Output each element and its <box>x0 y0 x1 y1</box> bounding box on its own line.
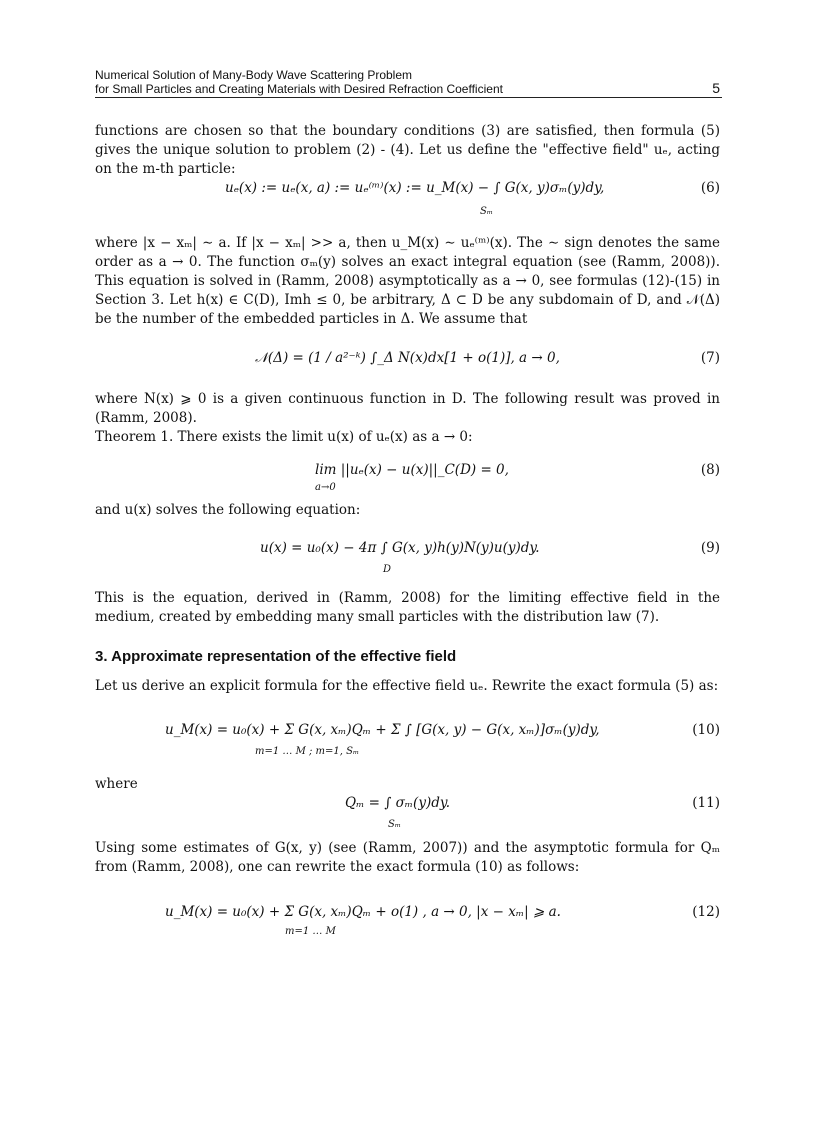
equation-8-limits: a→0 <box>315 482 336 493</box>
paragraph-estimates: Using some estimates of G(x, y) (see (Ramm, 2007)) and the asymptotic formula for Qₘ from (Ramm, 2008), one can rewrite the exact formula (10) as follows: <box>95 840 720 875</box>
equation-7 <box>95 350 720 374</box>
paragraph-limit-equation: This is the equation, derived in (Ramm, 2008) for the limiting effective field in the medium, created by embedding many small particles with the distribution law (7). <box>95 590 720 625</box>
section-heading: 3. Approximate representation of the effective field <box>95 648 457 665</box>
running-header <box>95 68 722 96</box>
equation-6-expr: uₑ(x) := uₑ(x, a) := uₑ⁽ᵐ⁾(x) := u_M(x) − ∫ G(x, y)σₘ(y)dy, <box>225 180 605 196</box>
equation-11-expr: Qₘ = ∫ σₘ(y)dy. <box>345 795 450 811</box>
paragraph-definitions: where |x − xₘ| ∼ a. If |x − xₘ| >> a, then u_M(x) ∼ uₑ⁽ᵐ⁾(x). The ∼ sign denotes the same order as a → 0. The function σₘ(y) solves an exact integral equation (see (Ramm, 2008)). This equation is solved in (Ramm, 2008) asymptotically as a → 0, see formulas (12)-(15) in Section 3. Let h(x) ∈ C(D), Imh ≤ 0, be arbitrary, Δ ⊂ D be any subdomain of D, and 𝒩(Δ) be the number of the embedded particles in Δ. We assume that <box>95 235 720 327</box>
equation-12-expr: u_M(x) = u₀(x) + Σ G(x, xₘ)Qₘ + o(1) , a → 0, |x − xₘ| ⩾ a. <box>165 904 561 920</box>
equation-12-number: (12) <box>692 904 720 920</box>
page-number: 5 <box>712 80 720 96</box>
equation-7-number: (7) <box>700 350 720 366</box>
equation-6-limits: Sₘ <box>480 206 493 217</box>
theorem-1: Theorem 1. There exists the limit u(x) of uₑ(x) as a → 0: <box>95 429 473 445</box>
equation-9 <box>95 540 720 575</box>
paragraph-solves: and u(x) solves the following equation: <box>95 502 361 518</box>
equation-9-limits: D <box>383 564 392 575</box>
equation-9-number: (9) <box>700 540 720 556</box>
equation-9-expr: u(x) = u₀(x) − 4π ∫ G(x, y)h(y)N(y)u(y)dy. <box>260 540 540 556</box>
paragraph-derive: Let us derive an explicit formula for the effective field uₑ. Rewrite the exact formula (5) as: <box>95 678 719 694</box>
equation-6 <box>95 180 720 217</box>
header-rule <box>95 97 722 98</box>
paragraph-density: where N(x) ⩾ 0 is a given continuous function in D. The following result was proved in (Ramm, 2008). <box>95 391 720 426</box>
equation-10 <box>95 722 720 757</box>
equation-7-expr: 𝒩(Δ) = (1 / a²⁻ᵏ) ∫_Δ N(x)dx[1 + o(1)], a → 0, <box>255 350 560 366</box>
equation-6-number: (6) <box>700 180 720 196</box>
equation-12 <box>95 904 720 937</box>
equation-11-limits: Sₘ <box>388 819 401 830</box>
equation-11 <box>95 795 720 830</box>
equation-12-limits: m=1 … M <box>285 926 336 937</box>
equation-10-expr: u_M(x) = u₀(x) + Σ G(x, xₘ)Qₘ + Σ ∫ [G(x, y) − G(x, xₘ)]σₘ(y)dy, <box>165 722 600 738</box>
equation-8-number: (8) <box>700 462 720 478</box>
equation-8 <box>95 462 720 493</box>
header-title-line2: for Small Particles and Creating Materials with Desired Refraction Coefficient <box>95 82 503 96</box>
equation-11-number: (11) <box>692 795 720 811</box>
header-title-line1: Numerical Solution of Many-Body Wave Scattering Problem <box>95 68 413 82</box>
equation-10-limits: m=1 … M ; m=1, Sₘ <box>255 746 360 757</box>
paragraph-intro: functions are chosen so that the boundary conditions (3) are satisfied, then formula (5) gives the unique solution to problem (2) - (4). Let us define the "effective field" uₑ, acting on the m-th particle: <box>95 123 720 177</box>
equation-10-number: (10) <box>692 722 720 738</box>
paragraph-where: where <box>95 776 138 792</box>
equation-8-expr: lim ||uₑ(x) − u(x)||_C(D) = 0, <box>315 462 509 478</box>
